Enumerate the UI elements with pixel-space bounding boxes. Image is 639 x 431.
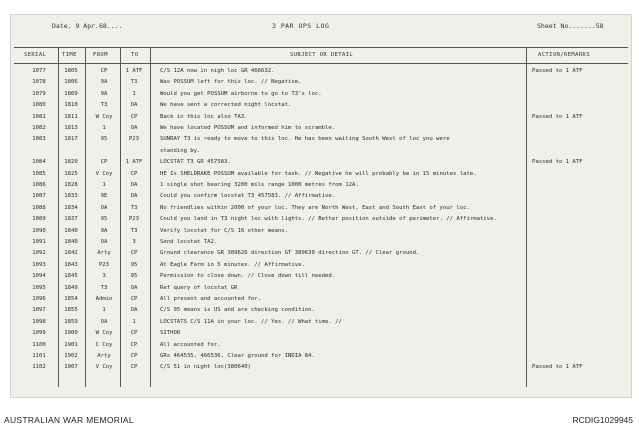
table-row [0,134,639,145]
cell-serial: 1090 [32,227,46,234]
cell-serial: 1088 [32,204,46,211]
column-header-time: TIME [62,52,77,58]
cell-to: OA [130,307,138,314]
table-row [0,146,639,157]
cell-time: 1859 [64,318,78,325]
cell-time: 1806 [64,79,78,86]
cell-from: CP [100,159,108,166]
table-row [0,260,639,271]
cell-subject: Send locstat TA2. [160,239,218,245]
cell-time: 1809 [64,90,78,97]
cell-from: Admin [95,296,113,302]
log-date: Date. 9 Apr.68.... [52,22,123,30]
cell-to: CP [130,341,138,348]
cell-to: OA [130,182,138,188]
cell-from: OA [100,204,108,211]
table-row [0,112,639,123]
cell-serial: 1099 [32,330,46,337]
cell-to: CP [130,170,138,177]
cell-to: OA [130,193,138,200]
table-row [0,214,639,225]
cell-to: T3 [130,204,138,211]
cell-time: 1842 [64,250,78,257]
table-row [0,317,639,328]
log-title: 3 PAR OPS LOG [272,22,330,30]
cell-from: CP [100,68,108,74]
cell-subject: We have sent a corrected night locstat. [160,102,292,109]
cell-to: CP [130,353,138,359]
cell-serial: 1095 [32,284,46,291]
cell-time: 1901 [64,341,78,348]
table-row [0,77,639,88]
cell-from: 1 [102,182,106,188]
cell-time: 1833 [64,193,78,200]
cell-from: V Coy [95,170,113,177]
cell-time: 1840 [64,227,78,234]
cell-serial: 1087 [32,193,46,200]
cell-from: 3 [102,273,106,280]
cell-time: 1810 [64,102,78,109]
cell-to: 95 [130,261,138,268]
cell-to: T3 [130,227,138,234]
cell-from: T3 [100,102,108,109]
cell-subject: Permission to close down. // Close down till needed. [160,273,336,280]
table-row [0,248,639,259]
cell-serial: 1077 [32,68,46,74]
cell-from: 95 [100,216,108,223]
cell-serial: 1082 [32,125,46,131]
cell-to: 1 [132,318,136,325]
table-row [0,169,639,180]
table-row [0,294,639,305]
cell-subject: All accounted for. [160,341,221,348]
cell-from: Arty [97,353,111,359]
cell-time: 1820 [64,159,78,166]
cell-time: 1900 [64,330,78,337]
cell-time: 1907 [64,364,78,371]
footer-institution: AUSTRALIAN WAR MEMORIAL [4,415,134,425]
column-header-subject: SUBJECT OR DETAIL [290,52,354,58]
cell-action: Passed to 1 ATF [532,159,583,166]
cell-time: 1817 [64,136,78,143]
cell-time: 1805 [64,68,78,74]
cell-subject: At Eagle Farm in 5 minutes. // Affirmative. [160,261,305,268]
cell-subject: Ground clearance GR 389626 direction GT 389639 direction GT. // Clear ground. [160,250,420,257]
cell-from: 9A [100,90,108,97]
cell-to: OA [130,125,138,131]
cell-subject: No friendlies within 2000 of your loc. They are North West, East and South East of your loc. [160,204,470,211]
cell-serial: 1092 [32,250,46,257]
cell-subject: GRs 464535, 466536. Clear ground for INDIA 84. [160,353,315,359]
table-row [0,340,639,351]
cell-serial: 1078 [32,79,46,86]
cell-to: OA [130,102,138,109]
cell-subject: Back in this loc also TA3. [160,113,248,120]
table-row [0,180,639,191]
cell-to: 1 ATF [125,159,143,166]
cell-serial: 1096 [32,296,46,302]
cell-time: 1855 [64,307,78,314]
cell-serial: 1097 [32,307,46,314]
cell-subject: C/S 12A now in nigh loc GR 466632. [160,68,275,74]
cell-subject: C/S 95 means is US and are checking condition. [160,307,315,314]
cell-action: Passed to 1 ATF [532,68,583,74]
cell-subject: LOCSTAT T3 GR 457583. [160,159,231,166]
table-row [0,328,639,339]
cell-serial: 1081 [32,113,46,120]
cell-subject: Could you land in T3 night loc with lights. // Better position outside of perimeter. // Affirmative. [160,216,497,223]
cell-from: W Coy [95,330,113,337]
cell-from: W Coy [95,113,113,120]
cell-from: 1 [102,125,106,131]
cell-serial: 1089 [32,216,46,223]
cell-serial: 1086 [32,182,46,188]
cell-from: 1 [102,307,106,314]
cell-action: Passed to 1 ATF [532,113,583,120]
cell-subject: Could you confirm locstat T3 457583. // Affirmative. [160,193,336,200]
cell-subject: SITHOR [160,330,181,337]
sheet-number: Sheet No.......58 [537,22,604,30]
cell-to: 95 [130,273,138,280]
table-row [0,283,639,294]
table-row [0,123,639,134]
cell-subject: standing by. [160,147,201,154]
cell-subject: SUNRAY T3 is ready to move to this loc. He has been waiting South West of loc you were [160,136,450,143]
cell-subject: Was POSSUM left for this loc. // Negative. [160,79,302,86]
cell-serial: 1080 [32,102,46,109]
cell-time: 1813 [64,125,78,131]
cell-from: C Coy [95,341,113,348]
table-row [0,100,639,111]
cell-serial: 1098 [32,318,46,325]
cell-to: CP [130,250,138,257]
column-header-action: ACTION/REMARKS [538,52,590,58]
table-row [0,157,639,168]
cell-to: CP [130,330,138,337]
cell-to: 1 [132,90,136,97]
table-row [0,351,639,362]
table-row [0,191,639,202]
cell-to: 1 ATF [125,68,143,74]
cell-time: 1834 [64,204,78,211]
cell-to: P23 [128,136,140,143]
cell-time: 1843 [64,261,78,268]
cell-time: 1825 [64,170,78,177]
cell-time: 1828 [64,182,78,188]
cell-subject: Ref query of locstat GR [160,284,238,291]
header-bottom-rule [14,63,628,64]
cell-time: 1854 [64,296,78,302]
cell-to: 3 [132,239,136,245]
cell-to: CP [130,364,138,371]
cell-serial: 1100 [32,341,46,348]
cell-serial: 1085 [32,170,46,177]
cell-serial: 1094 [32,273,46,280]
cell-to: P23 [128,216,140,223]
cell-subject: Would you get POSSUM airborne to go to T3's loc. [160,90,322,97]
table-row [0,203,639,214]
cell-time: 1845 [64,273,78,280]
cell-time: 1811 [64,113,78,120]
cell-subject: C/S 51 in night loc(380640) [160,364,251,371]
cell-subject: HE Is SHELDRAKE POSSUM available for task. // Negative he will probably be in 15 minutes late. [160,170,477,177]
table-row [0,66,639,77]
table-row [0,271,639,282]
cell-serial: 1101 [32,353,46,359]
column-header-from: FROM [93,52,108,58]
cell-serial: 1084 [32,159,46,166]
cell-to: CP [130,296,138,302]
cell-time: 1840 [64,239,78,245]
cell-from: V Coy [95,364,113,371]
cell-subject: 1 single shot bearing 3200 mils range 1000 metres from 12A. [160,182,359,188]
table-row [0,226,639,237]
cell-time: 1837 [64,216,78,223]
cell-serial: 1079 [32,90,46,97]
cell-from: 9E [100,193,108,200]
cell-from: 9A [100,79,108,86]
table-row [0,237,639,248]
cell-from: OA [100,239,108,245]
cell-subject: We have located POSSUM and informed him to scramble. [160,125,336,131]
column-header-serial: SERIAL [24,52,47,58]
cell-subject: All present and accounted for. [160,296,262,302]
cell-to: OA [130,284,138,291]
table-row [0,305,639,316]
cell-time: 1902 [64,353,78,359]
table-top-rule [14,47,628,48]
cell-from: OA [100,318,108,325]
cell-from: T3 [100,284,108,291]
cell-subject: Verify locstat for C/S 16 other means. [160,227,288,234]
cell-from: Arty [97,250,111,257]
cell-serial: 1091 [32,239,46,245]
column-header-to: TO [131,52,139,58]
cell-from: 9A [100,227,108,234]
cell-action: Passed to 1 ATF [532,364,583,371]
cell-serial: 1093 [32,261,46,268]
cell-subject: LOCSTATS C/S 11A in your loc. // Yes. // What time. // [160,318,342,325]
footer-reference: RCDIG1029945 [572,415,633,425]
cell-to: CP [130,113,138,120]
table-row [0,362,639,373]
cell-time: 1849 [64,284,78,291]
table-row [0,89,639,100]
cell-serial: 1083 [32,136,46,143]
cell-serial: 1102 [32,364,46,371]
cell-from: P23 [98,261,110,268]
cell-to: T3 [130,79,138,86]
cell-from: 95 [100,136,108,143]
